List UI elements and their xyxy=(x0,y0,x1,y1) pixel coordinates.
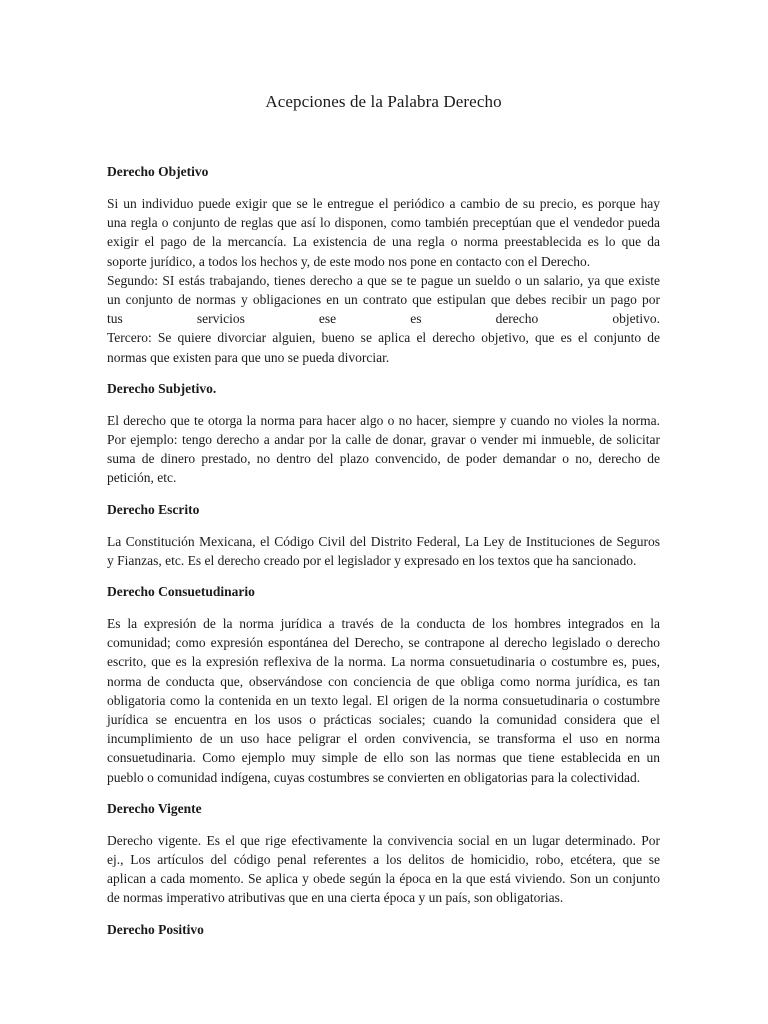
paragraph-line: El derecho que te otorga la norma para hacer algo o no hacer, siempre y cuando no violes la norma. xyxy=(107,412,660,428)
paragraph-line: consuetudinaria. Como ejemplo muy simple de ello son las normas que tiene establecida en un xyxy=(107,750,660,766)
paragraph-line: Es la expresión de la norma jurídica a través de la conducta de los hombres integrados en la xyxy=(107,616,660,632)
section-paragraph xyxy=(107,614,660,787)
paragraph-line: suma de dinero prestado, no dentro del plazo convencido, de poder demandar o no, derecho de xyxy=(107,451,660,467)
paragraph-line: exigir el pago de la mercancía. La existencia de una regla o norma preestablecida es lo que da xyxy=(107,234,660,250)
section-3 xyxy=(107,584,660,787)
paragraph-line: norma de conducta que, observándose con conciencia de que obliga como norma jurídica, es tan xyxy=(107,673,660,689)
paragraph-line: escrito, que es la expresión reflexiva de la norma. La norma consuetudinaria o costumbre es, pues, xyxy=(107,654,660,670)
paragraph-line: pueblo o comunidad indígena, cuyas costumbres se convierten en obligatorias para la colectividad. xyxy=(107,769,641,785)
section-5 xyxy=(107,922,660,938)
paragraph-line: La Constitución Mexicana, el Código Civil del Distrito Federal, La Ley de Instituciones de Seguros xyxy=(107,533,660,549)
section-heading: Derecho Vigente xyxy=(107,800,202,816)
paragraph-line: ej., Los artículos del código penal referentes a los delitos de homicidio, robo, etcétera, que se xyxy=(107,852,660,868)
paragraph-line: Segundo: SI estás trabajando, tienes derecho a que se te pague un sueldo o un salario, ya que existe xyxy=(107,272,660,288)
section-2 xyxy=(107,502,660,570)
paragraph-line: de normas imperativo atributivas que en una cierta época y un país, son obligatorias. xyxy=(107,890,564,906)
paragraph-line: Tercero: Se quiere divorciar alguien, bueno se aplica el derecho objetivo, que es el conjunto de xyxy=(107,330,660,346)
paragraph-line: normas que existen para que uno se pueda divorciar. xyxy=(107,349,390,365)
document-page xyxy=(107,92,660,952)
paragraph-line: obligatoria como la contenida en un texto legal. El origen de la norma consuetudinaria o costumbre xyxy=(107,692,660,708)
section-heading: Derecho Escrito xyxy=(107,501,200,517)
section-heading: Derecho Positivo xyxy=(107,921,204,937)
section-paragraph xyxy=(107,194,660,367)
paragraph-line: Derecho vigente. Es el que rige efectivamente la convivencia social en un lugar determinado. Por xyxy=(107,832,660,848)
paragraph-line: aplican a cada momento. Se aplica y obede según la época en la que está viviendo. Son un conjunto xyxy=(107,871,660,887)
paragraph-line: un conjunto de normas y obligaciones en un contrato que estipulan que debes recibir un pago por xyxy=(107,292,660,308)
paragraph-line: jurídica se encuentra en los usos o prácticas sociales; cuando la comunidad considera que el xyxy=(107,712,660,728)
section-paragraph xyxy=(107,532,660,570)
section-paragraph xyxy=(107,411,660,488)
section-1 xyxy=(107,381,660,488)
section-4 xyxy=(107,801,660,908)
document-title: Acepciones de la Palabra Derecho xyxy=(265,92,502,111)
paragraph-line: tus servicios ese es derecho objetivo. xyxy=(107,311,660,327)
paragraph-line: petición, etc. xyxy=(107,470,177,486)
section-heading: Derecho Objetivo xyxy=(107,164,209,179)
document-body xyxy=(107,164,660,938)
paragraph-line: Por ejemplo: tengo derecho a andar por la calle de donar, gravar o vender mi inmueble, de solicitar xyxy=(107,432,660,448)
paragraph-line: Si un individuo puede exigir que se le entregue el periódico a cambio de su precio, es porque hay xyxy=(107,196,660,211)
paragraph-line: comunidad; como expresión espontánea del Derecho, se contrapone al derecho legislado o derecho xyxy=(107,635,660,651)
paragraph-line: incumplimiento de un uso hace peligrar el orden convivencia, se transforma el uso en norma xyxy=(107,731,660,747)
paragraph-line: una regla o conjunto de reglas que así lo disponen, como también preceptúan que el vendedor pueda xyxy=(107,215,660,231)
section-0 xyxy=(107,164,660,367)
paragraph-line: soporte jurídico, a todos los hechos y, de este modo nos pone en contacto con el Derecho. xyxy=(107,253,591,269)
section-heading: Derecho Subjetivo. xyxy=(107,380,217,396)
section-heading: Derecho Consuetudinario xyxy=(107,584,255,600)
paragraph-line: y Fianzas, etc. Es el derecho creado por el legislador y expresado en los textos que ha sancionado. xyxy=(107,552,637,568)
section-paragraph xyxy=(107,831,660,908)
